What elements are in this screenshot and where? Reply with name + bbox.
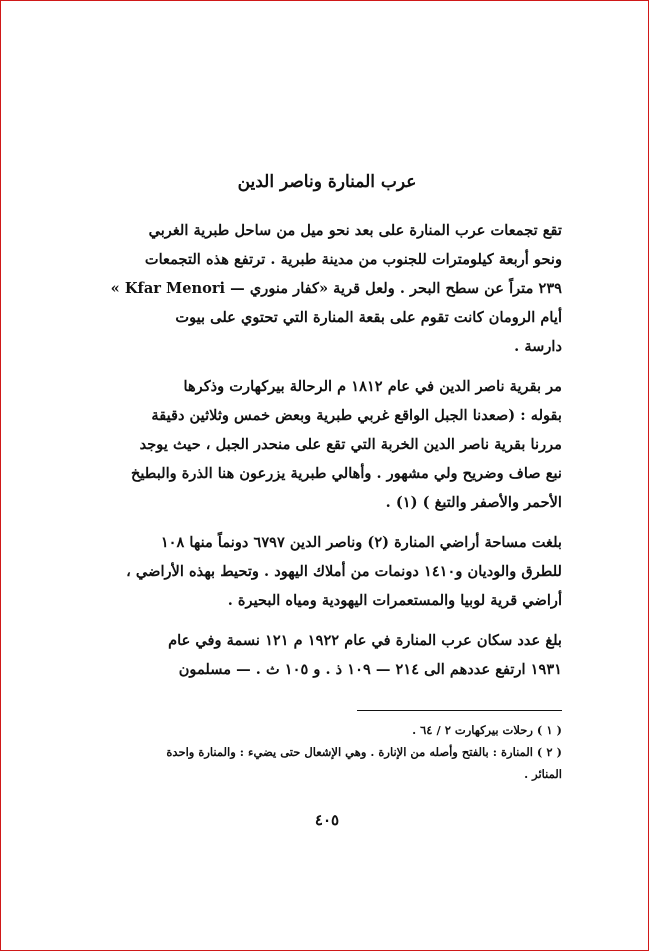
footnote-line: ( ١ ) رحلات بيركهارت ٢ / ٦٤ . [412,723,562,737]
paragraph-line: أيام الرومان كانت تقوم على بقعة المنارة التي تحتوي على بيوت [175,309,562,326]
paragraph-line: بقوله : (صعدنا الجبل الواقع غربي طبرية وبعض خمس وثلاثين دقيقة [151,407,562,424]
paragraph-line: ٢٣٩ متراً عن سطح البحر . ولعل قرية «كفار منوري — Kfar Menori » [110,280,562,297]
paragraph [92,528,562,615]
paragraph-line: ١٩٣١ ارتفع عددهم الى ٢١٤ — ١٠٩ ذ . و ١٠٥ ث . — مسلمون [178,661,562,678]
footnotes [92,719,562,785]
footnote-line: المنائر . [524,767,562,781]
paragraph-line: تقع تجمعات عرب المنارة على بعد نحو ميل من ساحل طبرية الغربي [148,222,562,239]
paragraph-line: أراضي قرية لوبيا والمستعمرات اليهودية ومياه البحيرة . [227,592,562,609]
paragraph-line: بلغت مساحة أراضي المنارة (٢) وناصر الدين ٦٧٩٧ دونماً منها ١٠٨ [160,534,562,551]
paragraph-line: نبع صاف وضريح ولي مشهور . وأهالي طبرية يزرعون هنا الذرة والبطيخ [130,465,562,482]
paragraph [92,626,562,684]
paragraph-line: ونحو أربعة كيلومترات للجنوب من مدينة طبرية . ترتفع هذه التجمعات [144,251,562,268]
paragraph-line: مر بقرية ناصر الدين في عام ١٨١٢ م الرحالة بيركهارت وذكرها [183,378,562,395]
paragraph-line: بلغ عدد سكان عرب المنارة في عام ١٩٢٢ م ١٢١ نسمة وفي عام [168,632,562,649]
footnote-line: ( ٢ ) المنارة : بالفتح وأصله من الإنارة . وهي الإشعال حتى يضيء : والمنارة واحدة [166,745,562,759]
section-title: عرب المنارة وناصر الدين [237,172,417,192]
paragraph-line: الأحمر والأصفر والتبغ ) (١) . [385,494,562,511]
footnote [92,741,562,785]
body-text [92,216,562,684]
document-page [92,168,562,829]
paragraph-line: للطرق والوديان و١٤١٠ دونمات من أملاك اليهود . وتحيط بهذه الأراضي ، [126,563,562,580]
paragraph-line: مررنا بقرية ناصر الدين الخربة التي تقع على منحدر الجبل ، حيث يوجد [139,436,562,453]
paragraph [92,216,562,361]
paragraph [92,372,562,517]
paragraph-line: دارسة . [514,338,562,355]
footnote-separator [357,710,562,711]
footnote [92,719,562,741]
page-number: ٤٠٥ [314,811,340,829]
